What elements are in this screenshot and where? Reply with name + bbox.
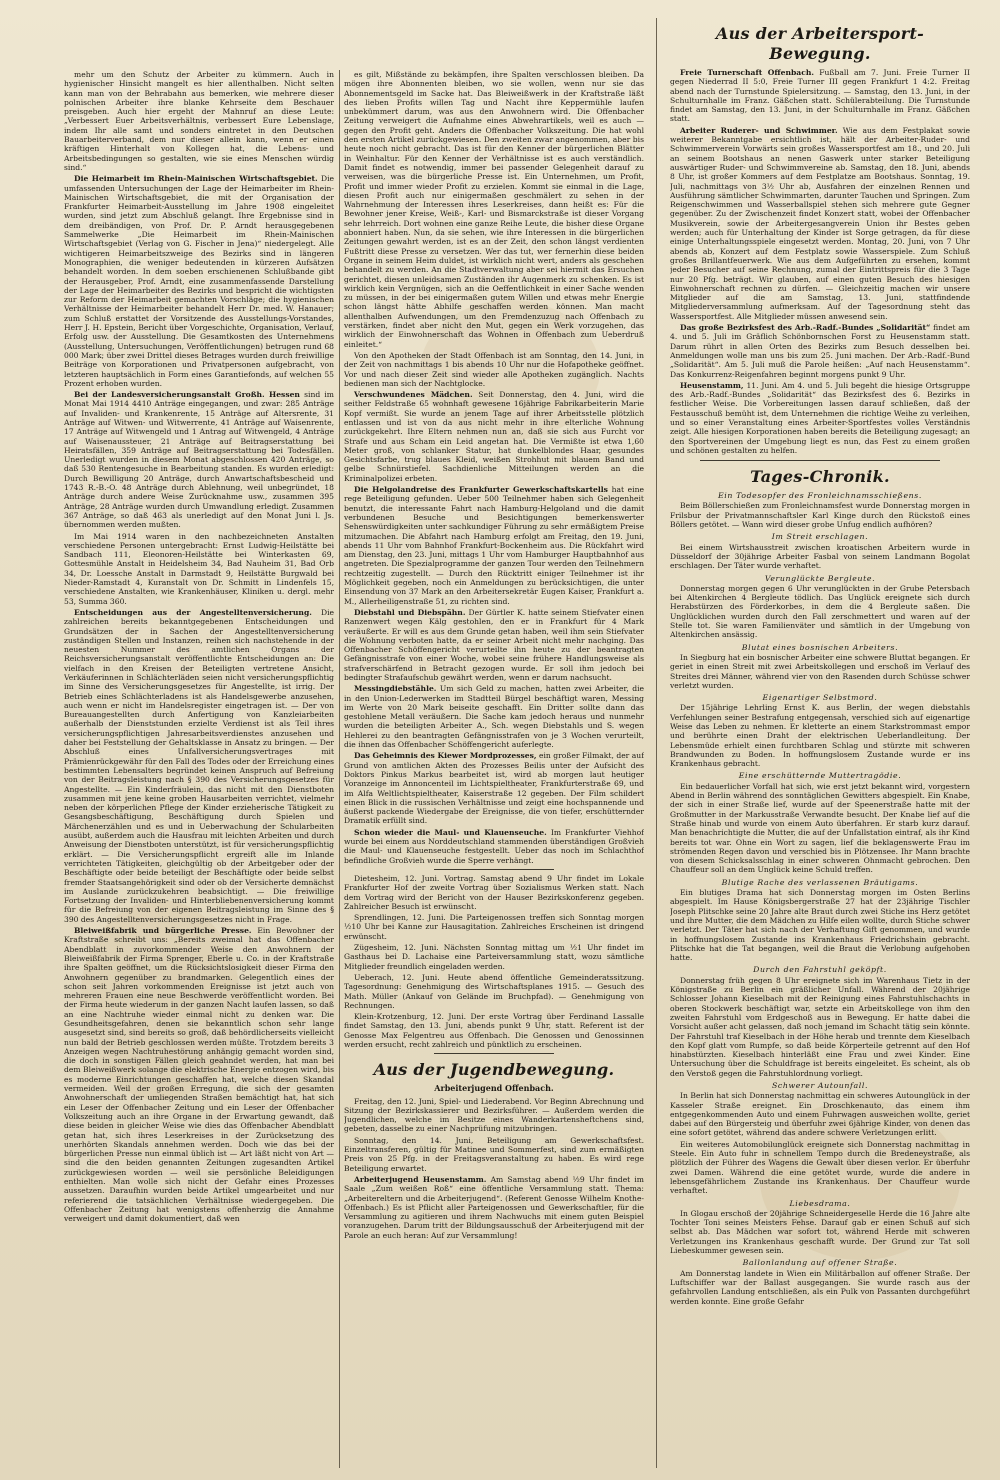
article-apotheken: Von den Apotheken der Stadt Offenbach ist am Sonntag, den 14. Juni, in der Zeit von nachmittags 1 bis abends 10 Uhr nur die Hofapotheke geöffnet. Vor und nach dieser Zeit sind wieder alle Apotheken zugänglich. Nachts bedienen man sich der Nachtglocke. (344, 350, 644, 388)
headline: Die Helgolandreise des Frankfurter Gewerkschaftskartells (354, 485, 608, 495)
headline: Das große Bezirksfest des Arb.-Radf.-Bundes „Solidarität“ (680, 323, 931, 333)
article-heusenstamm (670, 381, 970, 455)
headline: Die Heimarbeit im Rhein-Mainischen Wirtschaftsgebiet. (74, 174, 318, 184)
chronik-headline: Eigenartiger Selbstmord. (762, 693, 878, 703)
article-radfahrer (670, 323, 970, 379)
article-intro: mehr um den Schutz der Arbeiter zu kümmern. Auch in hygienischer Hinsicht mangelt es hier allenthalben. Nicht selten kann man von der Behrabahn aus bemerken, wie mehrere dieser polnischen Arbeiter ihre blanke Kehrseite dem Beschauer preisgeben. Auch hier ergeht der Mahnruf an diese Leute: „Verbessert Euer Arbeitsverhältnis, verbessert Eure Lebenslage, indem Ihr alle samt und sonders eintretet in den Deutschen Bauarbeiterverband, dem nur dieser allein kann, wenn er einen kräftigen Hinterhalt von Kollegen hat, die Lebens- und Arbeitsbedingungen so gestalten, wie sie eines Menschen würdig sind.“ (64, 70, 334, 172)
chronik-item: In Berlin hat sich Donnerstag nachmittag ein schweres Autounglück in der Kasseler Straße ereignet. Ein Droschkenauto, das einem ihm entgegenkommenden Auto und einem Fuhrwagen ausweichen wollte, geriet dabei auf den Bürgersteig und überfuhr zwei 6jährige Kinder, von denen das eine sofort getötet, während das andere schwere Verletzungen erlitt. (670, 1091, 970, 1138)
headline: Verschwundenes Mädchen. (354, 390, 473, 400)
article-body: Der Gürtler K. hatte seinem Stiefvater einen Ranzenwert wegen Kälg gestohlen, den er in Frankfurt für 4 Mark veräußerte. Er will es aus dem Grunde getan haben, weil ihm sein Stiefvater die Wohnung verboten hatte, da er seiner Arbeit nicht mehr nachging. Das Offenbacher Schöffengericht verurteilte ihn heute zu der beantragten Gefängnisstrafe von einer Woche, wobei seine frühere Handlungsweise als strafverschärfend in Betracht gezogen wurde. Er soll ihm jedoch bei bedingter Strafaufschub gewährt werden, wenn er darum nachsucht. (344, 607, 644, 682)
headline: Freie Turnerschaft Offenbach. (680, 68, 814, 77)
article-body: Fußball am 7. Juni. Freie Turner II gegen Niederrad II 5:0, Freie Turner III gegen Frankfurt 1 4:2. Freitag abend nach der Turnstunde Spielersitzung. — Samstag, den 13. Juni, in der Schulturnhalle im Franz. Gäßchen statt. Schülerabteilung. Die Turnstunde findet am Samstag, den 13. Juni, in der Schulturnhalle im Franz. Gäßchen statt. (670, 68, 970, 124)
notice-klein-krotzenburg: Klein-Krotzenburg, 12. Juni. Der erste Vortrag über Ferdinand Lassalle findet Samstag, den 13. Juni, abends punkt 9 Uhr, statt. Referent ist der Genosse Max Felgentreu aus Offenbach. Die Genossen und Genossinnen werden ersucht, recht zahlreich und pünktlich zu erscheinen. (344, 1012, 644, 1049)
article-seuche (344, 828, 644, 865)
chronik-item: Bei einem Wirtshausstreit zwischen kroatischen Arbeitern wurde in Düsseldorf der 30jährige Arbeiter Fasbal von seinem Landmann Bogolat erschlagen. Der Täter wurde verhaftet. (670, 542, 970, 571)
chronik-headline: Durch den Fahrstuhl geköpft. (753, 965, 887, 975)
article-body: Wie aus dem Festplakat sowie weiterer Bekanntgabe ersichtlich ist, hält der Arbeiter-Ruder- und Schwimmerverein Vorwärts sein großes Wassersportfest am 18., und 20. Juli an seinem Bootshaus an nenen Gaswerk unter starker Beteiligung auswärtiger Ruder- und Schwimmvereine ab. Samstag, den 18. Juni, abends 8 Uhr, ist großer Kommers auf dem Festplatze am Bootshaus. Sonntag, 19. Juli, nachmittags von 3½ Uhr ab, Ausfahren der einzelnen Rennen und Ausführung sämtlicher Schwimmarten, darunter Tauchen und Springen. Zum Reigenschwimmen und Wasserballspiel stehen sich mehrere gute Gegner gegenüber. Zu der Zwischenzeit findet Konzert statt, wobei der Offenbacher Musikverein, sowie der Arbeitergesangverein Union ihr Bestes geben werden; auch für Unterhaltung der Kinder ist Sorge getragen, da für diese einige Unterhaltungsspiele eingesetzt werden. Montag, 20. Juni, von 7 Uhr abends ab, Konzert auf dem Festplatz sowie Wasserspiele. Zum Schluß großes Brillantfeuerwerk. Wie aus dem Aufgeführten zu ersehen, kommt jeder Besucher auf seine Rechnung, zumal der Eintrittspreis für die 3 Tage nur 20 Pfg. beträgt. Wir glauben, auf einen guten Besuch des hiesigen Einwohnerschaft rechnen zu dürfen. — Gleichzeitig machen wir unsere Mitglieder auf die am Samstag, 13. Juni, stattfindende Mitgliederversammlung aufmerksam. Auf der Tagesordnung steht das Wassersportfest. Alle Mitglieder müssen anwesend sein. (670, 125, 970, 321)
chronik-item: Ein bedauerlicher Vorfall hat sich, wie erst jetzt bekannt wird, vorgestern Abend in Berlin während des sonntäglichen Gewitters abgespielt. Ein Knabe, der sich in einer Straße lief, wurde auf der Speenerstraße hatte mit der Großmutter in der Markusstraße Verwandte besucht. Der Knabe lief auf die Straße hinab und wurde von einem Auto überfahren. Er starb kurz darauf. Man benachrichtigte die Mutter, die auf der Unfallstation eintraf, als ihr Kind bereits tot war. Ohne ein Wort zu sagen, lief die beklagenswerte Frau im strömenden Regen davon und verschied bis in Plötzensee. Ihr Mann brachte von diesem Schicksalsschlag in einer schweren Ohnmacht gebrochen. Den Chauffeur soll an dem Unglück keine Schuld treffen. (670, 781, 970, 875)
article-body: 11. Juni. Am 4. und 5. Juli begeht die hiesige Ortsgruppe des Arb.-Radf.-Bundes „Solidarität“ das Bezirksfest des 6. Bezirks in festlicher Weise. Die Vorbereitungen lassen darauf schließen, daß der Festausschuß bemüht ist, dem Unternehmen die richtige Weihe zu verleihen, und so einer Veranstaltung eines Arbeiter-Sportfestes volles Verständnis zeigt. Alle hiesigen Korporationen haben bereits die Beteiligung zugesagt; an den Sportvereinen der Umgebung liegt es nun, das Fest zu einem großen und schönen gestalten zu helfen. (670, 380, 970, 455)
article-bleiweiss (64, 926, 334, 1224)
chronik-item: Ein blutiges Drama hat sich Donnerstag morgen im Osten Berlins abgespielt. Im Hause Königsbergerstraße 27 hat der 23jährige Tischler Joseph Plitschke seine 20 Jahre alte Braut durch zwei Stiche ins Herz getötet und ihre Mutter, die dem Mädchen zu Hilfe eilen wollte, durch Stiche schwer verletzt. Der Täter hat sich nach der Verhaftung Gift genommen, und wurde in hoffnungslosem Zustande ins Krankenhaus Friedrichshain gebracht. Plitschke hat die Tat begangen, weil die Braut die Verlobung aufgehoben hatte. (670, 888, 970, 963)
section-title-jugend: Aus der Jugendbewegung. (373, 1060, 615, 1080)
article-lva-continued: Im Mai 1914 waren in den nachbezeichneten Anstalten verschiedene Personen untergebracht: Ernst Ludwig-Heilstätte bei Sandbach 111, Eleonoren-Heilstätte bei Winterkasten 69, Gottesmühle Anstalt in Heidelsheim 34, Bad Nauheim 31, Bad Orb 34, Dr. Loessche Anstalt in Darmstadt 9, Heilstätte Burgwald bei Nieder-Ramstadt 4, Kuranstalt von Dr. Schmitt in Lindenfels 15, verschiedene Anstalten, wie Krankenhäuser, Kliniken u. dergl. mehr 53, Summa 360. (64, 531, 334, 606)
article-lva (64, 390, 334, 529)
article-body: Seit Donnerstag, den 4. Juni, wird die seither Feldstraße 65 wohnhaft gewesene 16jährige Fabrikarbeiterin Marie Kopf vermißt. Sie wurde an jenem Tage auf ihrer Arbeitsstelle plötzlich entlassen und ist von da aus nicht mehr in ihre elterliche Wohnung zurückgekehrt. Ihre Eltern nehmen nun an, daß sie sich aus Furcht vor Strafe und aus Scham ein Leid angetan hat. Die Vermißte ist etwa 1,60 Meter groß, von schlanker Statur, hat dunkelblondes Haar, gesundes Gesichtsfarbe, trug blaues Kleid, weißen Strohhut mit blauem Band und gelbe Schnürstiefel. Sachdienliche Mitteilungen werden an die Kriminalpolizei erbeten. (344, 390, 644, 483)
chronik-item: In Glogau erschoß der 20jährige Schneidergeselle Herde die 16 Jahre alte Tochter Toni seines Meisters Fehse. Darauf gab er einen Schuß auf sich selbst ab. Das Mädchen war sofort tot, während Herde mit schweren Verletzungen ins Krankenhaus geschafft wurde. Der Grund zur Tat soll Liebeskummer gewesen sein. (670, 1208, 970, 1256)
chronik-headline: Ballonlandung auf offener Straße. (742, 1258, 898, 1268)
article-body: Die umfassenden Untersuchungen der Lage der Heimarbeiter im Rhein-Mainischen Wirtschaftsgebiet, die mit der Organisation der Frankfurter Heimarbeit-Ausstellung im Jahre 1908 eingeleitet wurden, sind jetzt zum Abschluß gelangt. Ihre Ergebnisse sind in dem dreibändigen, von Prof. Dr. P. Arndt herausgegebenen Sammelwerke „Die Heimarbeit im Rhein-Mainischen Wirtschaftsgebiet (Verlag von G. Fischer in Jena)“ niedergelegt. Alle wichtigeren Heimarbeitszweige des Bezirks sind in längeren Monographien, die weniger bedeutenden in kürzeren Aufsätzen behandelt worden. In dem soeben erschienenen Schlußbande gibt der Herausgeber, Prof. Arndt, eine zusammenfassende Darstellung der Lage der Heimarbeiter des Bezirks und bespricht die wichtigsten zur Reform der Heimarbeit gemachten Vorschläge; die hygienischen Verhältnisse der Heimarbeiter behandelt Herr Dr. med. W. Hanauer; zum Schluß erstattet der Vorsitzende des Ausstellungs-Vorstandes, Herr J. H. Epstein, Bericht über Vorgeschichte, Organisation, Verlauf, Erfolg usw. der Ausstellung. Die Gesamtkosten des Unternehmens (Ausstellung, Untersuchungen, Veröffentlichungen) betrugen rund 68 000 Mark; über zwei Drittel dieses Betrages wurden durch freiwillige Beiträge von Korporationen und Privatpersonen aufgebracht, von letzteren hauptsächlich in Form eines Garantiefonds, auf welchen 55 Prozent erhoben wurden. (64, 174, 334, 388)
section-title-chronik: Tages-Chronik. (750, 467, 890, 487)
article-body: hat eine rege Beteiligung gefunden. Ueber 500 Teilnehmer haben sich Gelegenheit benutzt, die interessante Fahrt nach Hamburg-Helgoland und die damit verbundenen Besuche und Besichtigungen bemerkenswerter Sehenswürdigkeiten unter sachkundiger Führung zu sehr ermäßigtem Preise mitzumachen. Die Abfahrt nach Hamburg erfolgt am Freitag, den 19. Juni, abends 11 Uhr vom Bahnhof Frankfurt-Bockenheim aus. Die Rückfahrt wird am Dienstag, den 23. Juni, mittags 1 Uhr vom Hamburger Hauptbahnhof aus angetreten. Die Spezialprogramme der ganzen Tour werden den Teilnehmern rechtzeitig zugestellt. — Durch den Rücktritt einiger Teilnehmer ist ihr Möglichkeit gegeben, noch ein Anmeldungen zu berücksichtigen, die unter Einsendung von 37 Mark an den Arbeitersekretär Eugen Kaiser, Frankfurt a. M., Allerheiligenstraße 51, zu richten sind. (344, 485, 644, 606)
article-continued: es gilt, Mißstände zu bekämpfen, ihre Spalten verschlossen bleiben. Da mögen ihre Abonnenten bleiben, wo sie wollen, wenn nur sie das Abonnementsgeld im Sacke hat. Das Bleiweißwerk in der Kraftstraße läßt des lieben Profits willen Tag und Nacht ihre Keppermühle laufen unbekümmert darum, was aus den Anwohnern wird. Die Offenbacher Zeitung verweigert die Aufnahme eines Abwehrartikels, weil es auch — gegen den Profit geht. Anders die Offenbacher Volkszeitung. Die hat wohl den ersten Artikel zurückgewiesen. Den zweiten zwar angenommen, aber bis heute noch nicht gebracht. Das ist für den Kenner der bürgerlichen Blätter in Weinhaltur. Für den Kenner der Verhältnisse ist es auch verständlich. Damit findet es notwendig, immer bei passender Gelegenheit darauf zu verweisen, was die bürgerliche Presse ist. Ein Unternehmen, um Profit, Profit und immer wieder Profit zu erzielen. Kommt sie einmal in die Lage, diesen Profit auch nur einigermaßen geschmälert zu sehen in der Wahrnehmung der Interessen ihres Leserkreises, dann heißt es: Für die Bewohner jener Kreise, Weiß-, Karl- und Bismarckstraße ist dieser Vorgang sehr lehrreich. Dort wohnen eine ganze Reihe Leute, die bisher diese Organe abonniert haben. Nun, da sie sehen, wie ihre Interessen in die bürgerlichen Zeitungen gewahrt werden, ist es an der Zeit, den schon längst verdienten Fußtritt diese Presse zu versetzen. Wer das tut, wer fernerhin diese beiden Organe in seinem Heim duldet, ist wirklich nicht wert, anders als geschehen behandelt zu werden. An die Stadtverwaltung aber sei hiermit das Ersuchen gerichtet, diesen unleidsamen Zuständen ihr Augenmerk zu schenken. Es ist wirklich kein Vergnügen, sich an die Oeffentlichkeit in einer Sache wenden zu müssen, in der bei einigermaßen gutem Willen und etwas mehr Energie schon längst hätte Abhilfe geschaffen werden können. Man macht allenthalben Aufwendungen, um den Fremdenzuzug nach Offenbach zu verstärken, findet aber nicht den Mut, gegen ein Werk vorzugehen, das wirklich der Einwohnerschaft das Wohnen in Offenbach zum Ueberdruß einleitet.“ (344, 70, 644, 349)
chronik-headline: Schwerer Autounfall. (771, 1080, 869, 1090)
chronik-headline: Im Streit erschlagen. (771, 532, 869, 542)
article-verschwunden (344, 390, 644, 483)
headline: Schon wieder die Maul- und Klauenseuche. (354, 827, 547, 837)
article-body: Im Frankfurter Viehhof wurde bei einem aus Norddeutschland stammenden überständigen Großvieh die Maul- und Klauenseuche festgestellt. Ueber das noch im Schlachthof befindliche Großvieh wurde die Sperre verhängt. (344, 827, 644, 865)
article-heusenstamm-jugend (344, 1175, 644, 1240)
article-body: sind im Monat Mai 1914 4410 Anträge eingegangen, und zwar: 285 Anträge auf Invaliden- und Krankenrente, 15 Anträge auf Altersrente, 31 Anträge auf Witwen- und Witwerrente, 41 Anträge auf Waisenrente, 17 Anträge auf Witwengeld und 1 Antrag auf Witwengeld, 4 Anträge auf Waisenaussteuer, 21 Anträge auf Beitragserstattung bei Heiratsfällen, 359 Anträge auf Beitragserstattung bei Todesfällen. Unerledigt wurden in diesem Monat abgeschlossen 420 Anträge, so daß 530 Rentengesuche in Bearbeitung standen. Es wurden erledigt: Durch Bewilligung 20 Anträge, durch Anwartschaftsbescheid und 1743 R.-B.-O. 48 Anträge durch Ablehnung, weil unbegründet, 18 Anträge durch andere Weise Zurücknahme usw., zusammen 395 Anträge, 28 Anträge wurden durch Umwandlung erledigt. Zusammen 367 Anträge, so daß 463 als unerledigt auf den Monat Juni l. Js. übernommen werden mußten. (64, 390, 334, 530)
column-3 (670, 18, 970, 1468)
notice-dietesheim: Dietesheim, 12. Juni. Vortrag. Samstag abend 9 Uhr findet im Lokale Frankfurter Hof der zweite Vortrag über Sozialismus Werken statt. Nach dem Vortrag wird der Bericht von der Hauser Bezirkskonferenz gegeben. Zahlreicher Besuch ist erwünscht. (344, 873, 644, 911)
chronik-item: Donnerstag früh gegen 8 Uhr ereignete sich im Warenhaus Tietz in der Königstraße zu Berlin ein gräßlicher Unfall. Während der 20jährige Schlosser Johann Kieselbach mit der Reinigung eines Fahrstuhlschachts in oberen Stockwerk beschäftigt war, setzte ein Arbeitskollege von ihm den zweiten Fahrstuhl vom Erdgeschoß aus in Bewegung. Er hatte dabei die Vorsicht außer acht gelassen, daß noch jemand im Schacht tätig sein könnte. Der Fahrstuhl traf Kieselbach in der Höhe herab und trennte dem Kieselbach den Kopf glatt vom Rumpfe, so daß beide Körperteile getrennt auf den Hof hinabstürzten. Kieselbach hinterläßt eine Frau und zwei Kinder. Eine Untersuchung über die Schuldfrage ist bereits eingeleitet. Es scheint, als ob den Verstoß gegen die Fahrstuhlordnung vorliegt. (670, 975, 970, 1078)
headline: Arbeiter Ruderer- und Schwimmer. (680, 125, 838, 135)
article-turnerschaft (670, 68, 970, 124)
headline: Bei der Landesversicherungsanstalt Großh. Hessen (74, 390, 300, 400)
headline: Diebstahl und Diebspähn. (354, 607, 466, 617)
article-body: findet am 4. und 5. Juli im Gräflich Schönbornschen Forst zu Heusenstamm statt. Darum rührt in allen Orten des Bezirks zum Besuch desselben bei. Anmeldungen wolle man uns bis zum 25. Juni machen. Der Arb.-Radf.-Bund „Solidarität“. Am 5. Juli muß die Parole heißen: „Auf nach Heusenstamm“. Das Konkurrenz-Reigenfahren beginnt morgens punkt 9 Uhr. (670, 323, 970, 379)
headline: Messingdiebstähle. (354, 684, 437, 694)
headline: Bleiweißfabrik und bürgerliche Presse. (74, 926, 252, 936)
chronik-headline: Eine erschütternde Muttertragödie. (738, 771, 902, 781)
chronik-headline: Verunglückte Bergleute. (764, 573, 876, 583)
chronik-headline: Liebesdrama. (789, 1198, 851, 1208)
article-entscheidungen (64, 608, 334, 924)
column-1 (64, 70, 334, 1468)
article-body: Am Samstag abend ½9 Uhr findet im Saale „Zum weißen Roß“ eine öffentliche Versammlung statt. Thema: „Arbeitereltern und die Arbeiterjugend“. (Referent Genosse Wilhelm Knothe-Offenbach.) Es ist Pflicht aller Parteigenossen und Gewerkschaftler, für die Versammlung zu agitieren und ihrem Nachwuchs mit einem guten Beispiel voranzugehen. Darum tritt der Bildungsausschuß der Arbeiterjugend mit der Parole an euch heran: Auf zur Versammlung! (344, 1174, 644, 1240)
section-divider (700, 460, 940, 461)
article-ruderer (670, 126, 970, 321)
section-title-sport: Aus der Arbeitersport-Bewegung. (715, 24, 925, 63)
column-2 (344, 70, 644, 1468)
section-divider (434, 869, 554, 870)
chronik-item: In Siegburg hat ein bosnischer Arbeiter eine schwere Bluttat begangen. Er geriet in einen Streit mit zwei Arbeitskollegen und erschoß im Verlauf des Streites drei Männer, während vier von den Rasenden durch Schüsse schwer verletzt wurden. (670, 652, 970, 690)
section-divider (434, 1053, 554, 1054)
article-helgoland (344, 485, 644, 606)
chronik-item: Am Donnerstag landete in Wien ein Militärballon auf offener Straße. Der Luftschiffer war der Ballast ausgegangen. Sie wurde rasch aus der gefahrvollen Landung entschließen, als ein Pulk von Passanten durchgeführt werden konnte. Eine große Gefahr (670, 1268, 970, 1306)
notice-sprendlingen: Sprendlingen, 12. Juni. Die Parteigenossen treffen sich Sonntag morgen ½10 Uhr bei Kanne zur Hausagitation. Zahlreiches Erscheinen ist dringend erwünscht. (344, 913, 644, 941)
article-heimarbeit (64, 174, 334, 388)
article-jugend: Freitag, den 12. Juni, Spiel- und Liederabend. Vor Beginn Abrechnung und Sitzung der Bezirkskassierer und Bezirksführer. — Außerdem werden die Jugendlichen, welche im Besitze eines Wanderkartensheftchens sind, gebeten, dasselbe zu einer Nachprüfung mitzubringen. (344, 1096, 644, 1134)
notice-ueberach: Ueberach, 12. Juni. Heute abend öffentliche Gemeinderatssitzung. Tagesordnung: Genehmigung des Wirtschaftsplanes 1915. — Gesuch des Math. Müller (Ankauf von Gelände im Bruchpfad). — Genehmigung von Rechnungen. (344, 972, 644, 1010)
article-body: Ein Bewohner der Kraftstraße schreibt uns: „Bereits zweimal hat das Offenbacher Abendblatt in zuvorkommender Weise den Anwohnern der Bleiweißfabrik der Firma Sprenger, Eberle u. Co. in der Kraftstraße ihre Spalten geöffnet, um die Rücksichtslosigkeit dieser Firma den Anwohnern gegenüber zu brandmarken. Gelegentlich eines der schon seit Jahren vorkommenden Ereignisse ist jetzt auch von mehreren Frauen eine neue Beschwerde veröffentlicht worden. Bei der Firma heute wiederum in der ganzen Nacht laufen lassen, so daß an eine Nachtruhe wieder einmal nicht zu denken war. Die Gesundheitsgefahren, denen sie bekanntlich schon sehr lange ausgesetzt sind, sind bereits so groß, daß behördlicherseits vielleicht nun bald der Betrieb geschlossen werden müßte. Trotzdem bereits 3 Anzeigen wegen Nachtruhestörung anhängig gemacht worden sind, die doch in sonstigen Fällen gleich geahndet werden, hat man bei dem Bleiweißwerk solange die elektrische Energie entzogen wird, bis es moderne Einrichtungen geschaffen hat, welche diesen Skandal vermeiden. Weil der großen Erregung, die sich der gesamten Anwohnerschaft der umliegenden Straßen bemächtigt hat, hat sich ein Leser der Offenbacher Zeitung und ein Leser der Offenbacher Volkszeitung auch an ihre Organe in der Erwartung gewandt, daß diese beiden in gleicher Weise wie dies das Offenbacher Abendblatt getan hat, sich ihres Leserkreises in der Zurücksetzung des unerhörten Skandals annehmen werden. Doch wie das bei der bürgerlichen Presse nun einmal üblich ist — Art läßt nicht von Art — sind die den beiden genannten Zeitungen zugesandten Artikel zurückgewiesen worden — weil sie persönliche Beleidigungen enthielten. Man wolle sich nicht der Gefahr eines Prozesses aussetzen. Daraufhin wurden beide Artikel umgearbeitet und nur referierend die tatsächlichen Verhältnisse wiedergegeben. Die Offenbacher Zeitung hat wenigstens offenherzig die Annahme verweigert und damit dokumentiert, daß wen (64, 926, 334, 1224)
chronik-item: Donnerstag morgen gegen 6 Uhr verunglückten in der Grube Petersbach bei Altenkirchen 4 Bergleute tödlich. Das Unglück ereignete sich durch Herabstürzen des Förderkorbes, in dem die 4 Bergleute saßen. Die Unglücklichen wurden durch den Fall zerschmettert und waren auf der Stelle tot. Sie waren Familienväter und sämtlich in der Umgebung von Altenkirchen ansässig. (670, 583, 970, 640)
headline: Heusenstamm, (680, 380, 744, 390)
article-diebstahl (344, 608, 644, 682)
column-rule (656, 18, 657, 1468)
article-jugend-2: Sonntag, den 14. Juni, Beteiligung am Gewerkschaftsfest. Einzeltransferen, gültig für Matinee und Sommerfest, sind zum ermäßigten Preis von 25 Pfg. in der Freitagsveranstaltung zu haben. Es wird rege Beteiligung erwartet. (344, 1135, 644, 1173)
subsection-title: Arbeiterjugend Offenbach. (434, 1083, 554, 1094)
chronik-item: Beim Böllerschießen zum Fronleichnamsfest wurde Donnerstag morgen in Frilsbur der Privatmannschaftsler Karl Kinge durch den Rückstoß eines Böllers getötet. — Wann wird dieser grobe Unfug endlich aufhören? (670, 501, 970, 530)
column-rule (339, 70, 340, 1468)
chronik-item: Ein weiteres Automobilunglück ereignete sich Donnerstag nachmittag in Steele. Ein Auto fuhr in schnellem Tempo durch die Bredeneystraße, als plötzlich der Führer des Wagens die Gewalt über diesen verlor. Er überfuhr zwei Damen. Während die eine getötet wurde, wurde die andere in lebensgefährlichem Zustande ins Krankenhaus. Der Chauffeur wurde verhaftet. (670, 1139, 970, 1196)
article-body: Um sich Geld zu machen, hatten zwei Arbeiter, die in den Union-Lederwerken im Stadtteil Bürgel beschäftigt waren, Messing im Werte von 20 Mark beiseite geschafft. Ein Dritter sollte dann das gestohlene Metall veräußern. Die Sache kam jedoch heraus und nunmehr wurden die beteiligten Arbeiter A., Sch. wegen Diebstahls und S. wegen Hehlerei zu den beantragten Gefängnisstrafen von je 3 Wochen verurteilt, die ihnen das Offenbacher Schöffengericht auferlegte. (344, 684, 644, 750)
chronik-headline: Blutige Rache des verlassenen Bräutigams. (721, 877, 919, 887)
headline: Arbeiterjugend Heusenstamm. (354, 1174, 487, 1184)
chronik-item: Der 15jährige Lehrling Ernst K. aus Berlin, der wegen diebstahls Verfehlungen seiner Bestrafung entgegensah, verschied sich auf eigenartige Weise das Leben zu nehmen. Er kletterte an einem Starkstrommast empor und berührte einen Draht der elektrischen Ueberlandleitung. Der Lebensmüde erhielt einen furchtbaren Schlag und stürzte mit schweren Brandwunden zu Boden. In hoffnungslosem Zustande wurde er ins Krankenhaus gebracht. (670, 703, 970, 769)
article-body: ein großer Filmakt, der auf Grund von amtlichen Akten des Prozesses Beilis unter der Aufsicht des Doktors Pinkus Markus bearbeitet ist, wird ab morgen laut heutiger Voranzeige im Annoncenteil im Lichtspieltheater, Frankfurterstraße 69, und im Alfa Weltlichtspieltheater, Kaiserstraße 12 gegeben. Der Film schildert einen Blick in die russischen Verhältnisse und zeigt eine hochspannende und äußerst packende Wiedergabe der Ereignisse, die von tiefer, erschütternder Dramatik erfüllt sind. (344, 751, 644, 826)
chronik-headline: Blutat eines bosnischen Arbeiters. (741, 642, 899, 652)
article-messing (344, 684, 644, 749)
headline: Das Geheimnis des Kiewer Mordprozesses, (354, 751, 537, 761)
article-body: Die zahlreichen bereits bekanntgegebenen Entscheidungen und Grundsätzen der in Sachen der Angestelltenversicherung zuständigen Stellen und Instanzen, reihen sich nachstehende in der neuesten Nummer des amtlichen Organs der Reichsversicherungsanstalt veröffentlichte Entscheidungen an: Die vielfach in den Kreisen der Beteiligten vertretene Ansicht, Verkäuferinnen in Schlächterläden seien nicht versicherungspflichtig im Sinne des Versicherungsgesetzes für Angestellte, ist irrig. Der Betrieb eines Schlächterladens ist als Handelsgewerbe anzusehen, auch wenn er nicht im Handelsregister eingetragen ist. — Der von Bureauangestellten durch Anfertigung von Kanzleiarbeiten außerhalb der Dienststunden erzielte Verdienst ist als Teil ihres versicherungspflichtigen Jahresarbeitsverdienstes anzusehen und daher bei Feststellung der Gehaltsklasse in Ansatz zu bringen. — Der Abschluß eines Unfallversicherungsvertrages mit Prämienrückgewähr für den Fall des Todes oder der Erreichung eines bestimmten Lebensalters begründet keinen Anspruch auf Befreiung von der Beitragsleistung nach § 390 des Versicherungsgesetzes für Angestellte. — Ein Kinderfräulein, das nicht mit den Dienstboten zusammen mit jene keine groben Hausarbeiten verrichtet, vielmehr neben der körperlichen Pflege der Kinder erzieherische Tätigkeit zu Gesangsbeschäftigung, Beschäftigung durch Spielen und Märchenerzählen und es und in Ueberwachung der Schularbeiten ausübt, außerdem auch die Hausfrau mit leichten Arbeiten und durch Anweisung der Dienstboten unterstützt, ist für versicherungspflichtig erklärt. — Die Versicherungspflicht ergreift alle im Inlande verrichteten Tätigkeiten, gleichgültig ob der Arbeitgeber oder der Beschäftigte oder beide beteiligt der Beschäftigte oder beide selbst fremder Staatsangehörigkeit sind oder ob der Versicherte demnächst im Auslande zurückzukehren beabsichtigt. — Die freiwillige Fortsetzung der Invaliden- und Hinterbliebenenversicherung kommt für die Befreiung von der eigenen Beitragsleistung im Sinne des § 390 des Angestelltenversicherungsgesetzes nicht in Frage. (64, 607, 334, 924)
article-kiew (344, 751, 644, 825)
headline: Entscheidungen aus der Angestelltenversicherung. (74, 607, 312, 617)
notice-zuegesheim: Zügesheim, 12. Juni. Nächsten Sonntag mittag um ½1 Uhr findet im Gasthaus bei D. Lachaise eine Parteiversammlung statt, wozu sämtliche Mitglieder freundlich eingeladen werden. (344, 943, 644, 971)
chronik-headline: Ein Todesopfer des Fronleichnamsschießens. (718, 491, 922, 501)
